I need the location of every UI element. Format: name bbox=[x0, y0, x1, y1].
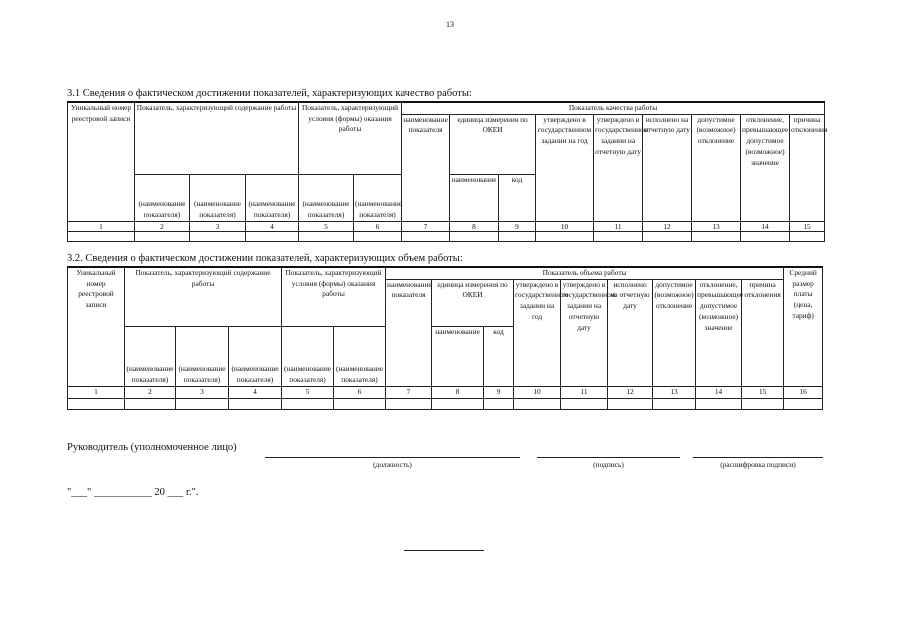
signature-caption: (подпись) bbox=[593, 460, 624, 469]
empty-cell[interactable] bbox=[643, 232, 692, 242]
sub-indicator-name: (наименование показателя) bbox=[135, 174, 190, 221]
empty-cell[interactable] bbox=[594, 232, 643, 242]
col-unit-name: наименование bbox=[450, 174, 499, 221]
sub-indicator-name: (наименование показателя) bbox=[354, 174, 402, 221]
decoding-caption: (расшифровка подписи) bbox=[720, 460, 796, 469]
quality-table bbox=[67, 101, 828, 242]
column-number: 3 bbox=[176, 386, 229, 398]
empty-cell[interactable] bbox=[561, 398, 608, 409]
empty-cell[interactable] bbox=[402, 232, 450, 242]
empty-cell[interactable] bbox=[608, 398, 653, 409]
column-number: 1 bbox=[68, 221, 135, 232]
sub-indicator-name: (наименование показателя) bbox=[246, 174, 299, 221]
empty-cell[interactable] bbox=[68, 398, 125, 409]
col-indicator-name: наименование показателя bbox=[402, 114, 450, 221]
sub-indicator-name: (наименование показателя) bbox=[334, 326, 386, 386]
col-conditions-indicator: Показатель, характеризующий условия (формы) оказания работы bbox=[282, 267, 386, 326]
empty-cell[interactable] bbox=[190, 232, 246, 242]
empty-cell[interactable] bbox=[742, 398, 784, 409]
col-allowed-deviation: допустимое (возможное) отклонение bbox=[653, 279, 696, 386]
empty-cell[interactable] bbox=[450, 232, 499, 242]
empty-cell[interactable] bbox=[334, 398, 386, 409]
section-title-volume: 3.2. Сведения о фактическом достижении показателей, характеризующих объем работы: bbox=[67, 253, 463, 264]
empty-cell[interactable] bbox=[653, 398, 696, 409]
column-number: 10 bbox=[514, 386, 561, 398]
column-number: 5 bbox=[299, 221, 354, 232]
signature-label: Руководитель (уполномоченное лицо) bbox=[67, 442, 237, 453]
empty-cell[interactable] bbox=[432, 398, 484, 409]
col-exceeding-deviation: отклонение, превышающее допустимое (возможное) значение bbox=[741, 114, 790, 221]
column-number: 15 bbox=[742, 386, 784, 398]
empty-cell[interactable] bbox=[135, 232, 190, 242]
column-number: 2 bbox=[125, 386, 176, 398]
empty-cell[interactable] bbox=[282, 398, 334, 409]
col-deviation-reason: причина отклонения bbox=[742, 279, 784, 386]
empty-cell[interactable] bbox=[299, 232, 354, 242]
col-approved-date: утверждено в государственном задании на отчетную дату bbox=[561, 279, 608, 386]
sub-indicator-name: (наименование показателя) bbox=[176, 326, 229, 386]
col-allowed-deviation: допустимое (возможное) отклонение bbox=[692, 114, 741, 221]
signature-line[interactable] bbox=[537, 457, 680, 458]
sub-indicator-name: (наименование показателя) bbox=[125, 326, 176, 386]
empty-cell[interactable] bbox=[125, 398, 176, 409]
col-average-price: Средний размер платы (цена, тариф) bbox=[784, 267, 823, 386]
empty-cell[interactable] bbox=[790, 232, 825, 242]
col-unique-number: Уникальный номер реестровой записи bbox=[68, 102, 135, 221]
empty-data-row bbox=[68, 398, 823, 409]
empty-cell[interactable] bbox=[741, 232, 790, 242]
col-content-indicator: Показатель, характеризующий содержание работы bbox=[135, 102, 299, 174]
column-number: 10 bbox=[536, 221, 594, 232]
column-number: 16 bbox=[784, 386, 823, 398]
column-number: 12 bbox=[643, 221, 692, 232]
volume-table bbox=[67, 266, 823, 410]
col-quality-indicator: Показатель качества работы bbox=[402, 102, 825, 114]
col-unique-number: Уникальный номер реестровой записи bbox=[68, 267, 125, 386]
empty-cell[interactable] bbox=[499, 232, 536, 242]
empty-cell[interactable] bbox=[354, 232, 402, 242]
empty-cell[interactable] bbox=[386, 398, 432, 409]
sub-indicator-name: (наименование показателя) bbox=[282, 326, 334, 386]
column-number: 8 bbox=[450, 221, 499, 232]
empty-cell[interactable] bbox=[68, 232, 135, 242]
col-indicator-name: наименование показателя bbox=[386, 279, 432, 386]
column-number: 13 bbox=[692, 221, 741, 232]
col-conditions-indicator: Показатель, характеризующий условия (формы) оказания работы bbox=[299, 102, 402, 174]
col-approved-year: утверждено в государственном задании на год bbox=[514, 279, 561, 386]
column-number: 14 bbox=[741, 221, 790, 232]
col-unit-code: код bbox=[484, 326, 514, 386]
sub-indicator-name: (наименование показателя) bbox=[190, 174, 246, 221]
empty-data-row bbox=[68, 232, 825, 242]
col-volume-indicator: Показатель объема работы bbox=[386, 267, 784, 279]
column-number: 15 bbox=[790, 221, 825, 232]
empty-cell[interactable] bbox=[176, 398, 229, 409]
col-unit-name: наименование bbox=[432, 326, 484, 386]
column-number: 11 bbox=[561, 386, 608, 398]
empty-cell[interactable] bbox=[484, 398, 514, 409]
sub-indicator-name: (наименование показателя) bbox=[299, 174, 354, 221]
empty-cell[interactable] bbox=[514, 398, 561, 409]
col-unit-okei: единица измерения по ОКЕИ bbox=[450, 114, 536, 174]
column-number: 9 bbox=[499, 221, 536, 232]
col-exceeding-deviation: отклонение, превышающее допустимое (возможное) значение bbox=[696, 279, 742, 386]
column-number: 4 bbox=[229, 386, 282, 398]
empty-cell[interactable] bbox=[246, 232, 299, 242]
column-number: 7 bbox=[402, 221, 450, 232]
col-executed: исполнено на отчетную дату bbox=[643, 114, 692, 221]
col-content-indicator: Показатель, характеризующий содержание работы bbox=[125, 267, 282, 326]
empty-cell[interactable] bbox=[229, 398, 282, 409]
column-number: 2 bbox=[135, 221, 190, 232]
col-unit-code: код bbox=[499, 174, 536, 221]
position-line[interactable] bbox=[265, 457, 520, 458]
footer-rule bbox=[404, 550, 484, 551]
position-caption: (должность) bbox=[373, 460, 412, 469]
column-number: 7 bbox=[386, 386, 432, 398]
empty-cell[interactable] bbox=[696, 398, 742, 409]
empty-cell[interactable] bbox=[784, 398, 823, 409]
section-title-quality: 3.1 Сведения о фактическом достижении показателей, характеризующих качество работы: bbox=[67, 88, 472, 99]
column-number: 13 bbox=[653, 386, 696, 398]
date-line: "___" ___________ 20 ___ г.". bbox=[67, 487, 199, 498]
col-approved-date: утверждено в государственном задании на отчетную дату bbox=[594, 114, 643, 221]
col-approved-year: утверждено в государственном задании на год bbox=[536, 114, 594, 221]
col-deviation-reason: причина отклонения bbox=[790, 114, 825, 221]
page-number: 13 bbox=[446, 20, 454, 29]
column-number: 12 bbox=[608, 386, 653, 398]
column-number: 4 bbox=[246, 221, 299, 232]
empty-cell[interactable] bbox=[536, 232, 594, 242]
sub-indicator-name: (наименование показателя) bbox=[229, 326, 282, 386]
column-number: 6 bbox=[354, 221, 402, 232]
column-number: 1 bbox=[68, 386, 125, 398]
decoding-line[interactable] bbox=[693, 457, 823, 458]
col-executed: исполнено на отчетную дату bbox=[608, 279, 653, 386]
column-number: 14 bbox=[696, 386, 742, 398]
empty-cell[interactable] bbox=[692, 232, 741, 242]
column-number: 11 bbox=[594, 221, 643, 232]
column-number: 5 bbox=[282, 386, 334, 398]
col-unit-okei: единица измерения по ОКЕИ bbox=[432, 279, 514, 326]
column-number: 6 bbox=[334, 386, 386, 398]
column-number: 3 bbox=[190, 221, 246, 232]
column-number: 9 bbox=[484, 386, 514, 398]
column-number: 8 bbox=[432, 386, 484, 398]
